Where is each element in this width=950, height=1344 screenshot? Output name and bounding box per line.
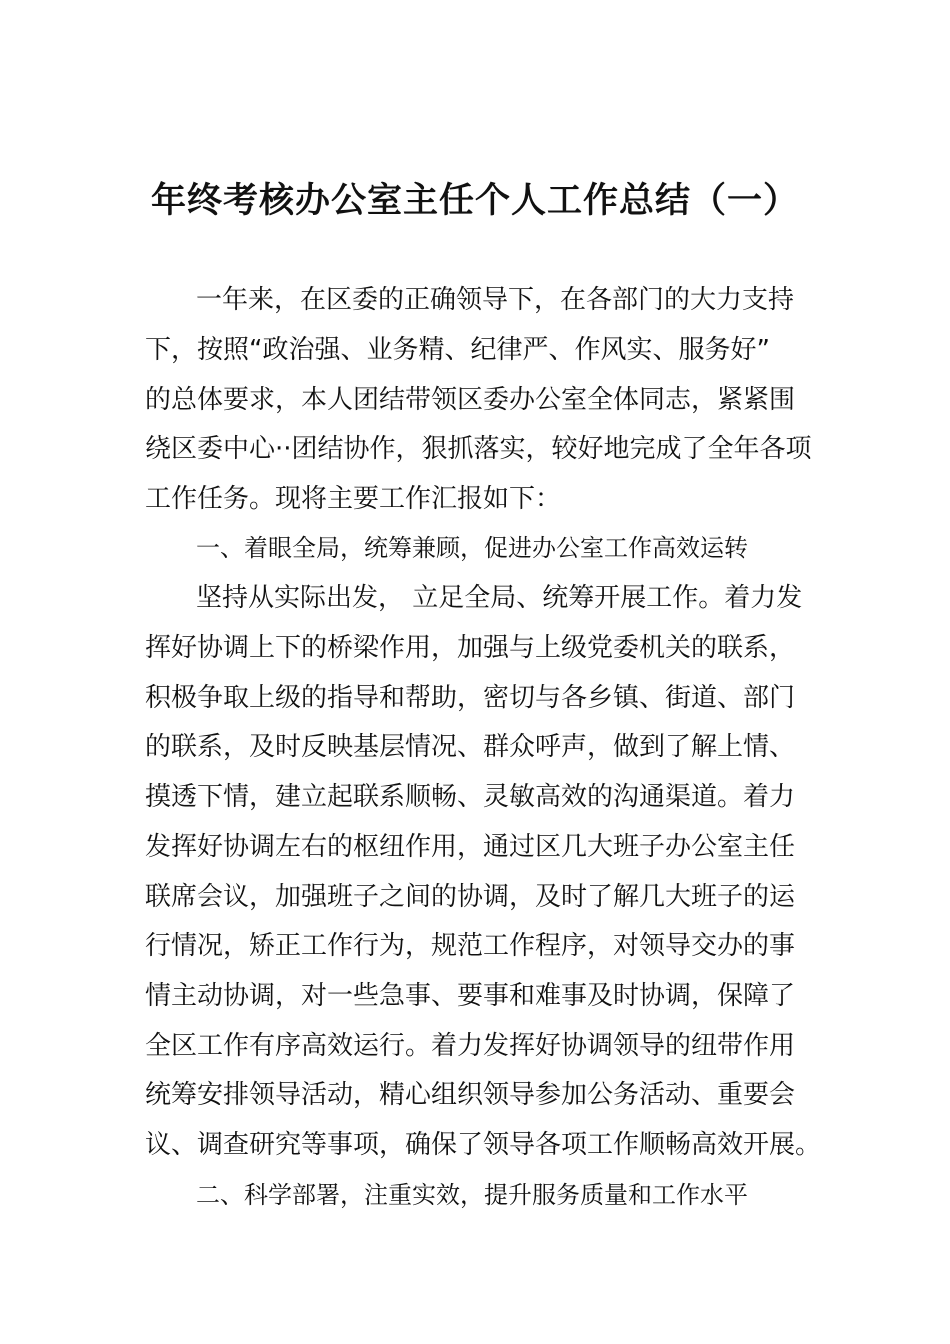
paragraph-line: 下，按照“政治强、业务精、纪律严、作风实、服务好” [145,335,770,365]
paragraph-line: 情主动协调，对一些急事、要事和难事及时协调，保障了 [145,981,796,1011]
section-heading: 一、着眼全局，统筹兼顾，促进办公室工作高效运转 [196,534,748,562]
paragraph-line: 工作任务。现将主要工作汇报如下： [145,484,562,514]
paragraph-line: 联席会议，加强班子之间的协调，及时了解几大班子的运 [145,882,796,912]
paragraph-line: 挥好协调上下的桥梁作用，加强与上级党委机关的联系， [145,633,796,663]
paragraph-line: 发挥好协调左右的枢纽作用，通过区几大班子办公室主任 [145,832,796,862]
paragraph-line: 积极争取上级的指导和帮助，密切与各乡镇、街道、部门 [145,683,796,713]
paragraph-line: 的联系，及时反映基层情况、群众呼声，做到了解上情、 [145,732,796,762]
paragraph-line: 的总体要求，本人团结带领区委办公室全体同志，紧紧围 [145,385,796,415]
paragraph-line: 坚持从实际出发， 立足全局、统筹开展工作。着力发 [196,583,803,613]
paragraph-line: 一年来，在区委的正确领导下，在各部门的大力支持 [196,285,795,315]
paragraph-line: 绕区委中心··团结协作，狠抓落实，较好地完成了全年各项 [145,434,812,464]
document-title: 年终考核办公室主任个人工作总结（一） [150,181,799,221]
paragraph-line: 全区工作有序高效运行。着力发挥好协调领导的纽带作用 [145,1031,796,1061]
paragraph-line: 摸透下情，建立起联系顺畅、灵敏高效的沟通渠道。着力 [145,782,796,812]
paragraph-line: 议、调查研究等事项，确保了领导各项工作顺畅高效开展。 [145,1130,822,1160]
paragraph-line: 行情况，矫正工作行为，规范工作程序，对领导交办的事 [145,931,796,961]
paragraph-line: 统筹安排领导活动，精心组织领导参加公务活动、重要会 [145,1080,796,1110]
section-heading: 二、科学部署，注重实效，提升服务质量和工作水平 [196,1181,748,1209]
